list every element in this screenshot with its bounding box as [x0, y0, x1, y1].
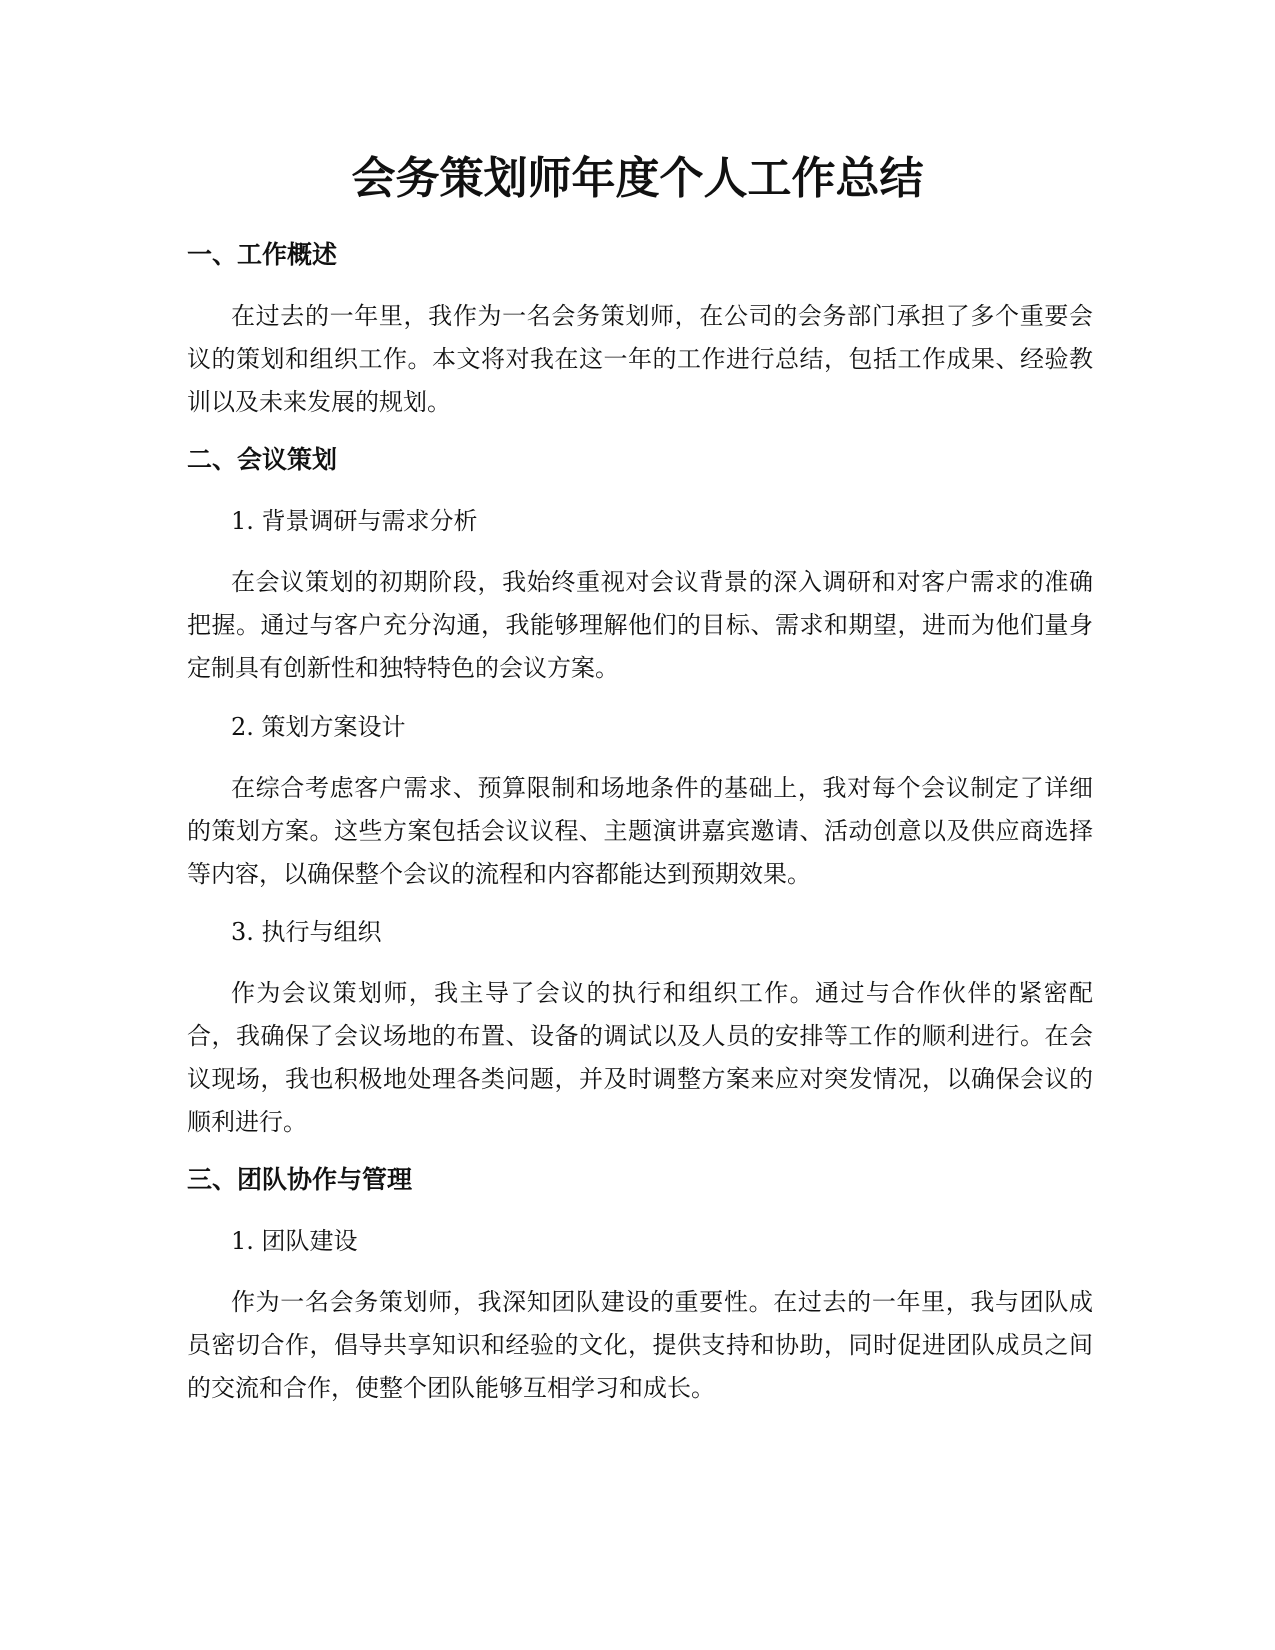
subheading-research: 1. 背景调研与需求分析	[231, 507, 478, 535]
section-heading-planning: 二、会议策划	[187, 445, 338, 474]
subheading-execution: 3. 执行与组织	[231, 918, 382, 946]
paragraph-design: 在综合考虑客户需求、预算限制和场地条件的基础上，我对每个会议制定了详细的策划方案。这些方案包括会议议程、主题演讲嘉宾邀请、活动创意以及供应商选择等内容，以确保整个会议的流程和内容都能达到预期效果。	[187, 774, 1093, 888]
paragraph-overview: 在过去的一年里，我作为一名会务策划师，在公司的会务部门承担了多个重要会议的策划和组织工作。本文将对我在这一年的工作进行总结，包括工作成果、经验教训以及未来发展的规划。	[187, 302, 1093, 416]
subheading-design: 2. 策划方案设计	[231, 713, 406, 741]
subheading-team-building: 1. 团队建设	[231, 1227, 358, 1255]
paragraph-team-building: 作为一名会务策划师，我深知团队建设的重要性。在过去的一年里，我与团队成员密切合作，倡导共享知识和经验的文化，提供支持和协助，同时促进团队成员之间的交流和合作，使整个团队能够互相学习和成长。	[187, 1288, 1093, 1402]
page-title: 会务策划师年度个人工作总结	[351, 153, 924, 204]
section-heading-overview: 一、工作概述	[187, 240, 338, 269]
paragraph-execution: 作为会议策划师，我主导了会议的执行和组织工作。通过与合作伙伴的紧密配合，我确保了会议场地的布置、设备的调试以及人员的安排等工作的顺利进行。在会议现场，我也积极地处理各类问题，并及时调整方案来应对突发情况，以确保会议的顺利进行。	[187, 979, 1093, 1136]
section-heading-team: 三、团队协作与管理	[187, 1165, 413, 1194]
paragraph-research: 在会议策划的初期阶段，我始终重视对会议背景的深入调研和对客户需求的准确把握。通过与客户充分沟通，我能够理解他们的目标、需求和期望，进而为他们量身定制具有创新性和独特特色的会议方案。	[187, 568, 1093, 682]
